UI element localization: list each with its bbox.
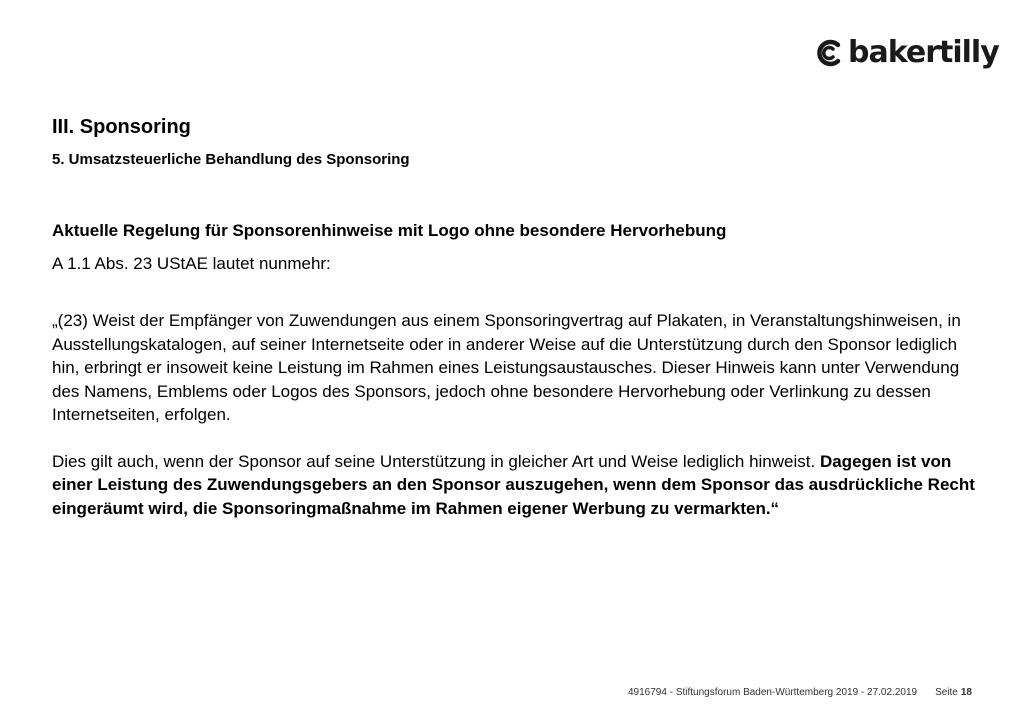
quote-paragraph-2 <box>52 450 982 521</box>
legal-quote <box>52 309 982 520</box>
quote-paragraph-2-bold: Dagegen ist von einer Leistung des Zuwendungsgebers an den Sponsor auszugehen, wenn dem Sponsor das ausdrückliche Recht eingeräumt wird, die Sponsoringmaßnahme im Rahmen eigener Werbung zu vermarkten.“ <box>52 451 975 518</box>
quote-paragraph-2-regular: Dies gilt auch, wenn der Sponsor auf seine Unterstützung in gleicher Art und Weise lediglich hinweist. <box>52 451 816 471</box>
bakertilly-logo-mark-icon <box>814 38 844 68</box>
footer-text: 4916794 - Stiftungsforum Baden-Württemberg 2019 - 27.02.2019 <box>628 687 918 698</box>
logo-wordmark: bakertilly <box>848 35 999 70</box>
bakertilly-logo <box>814 30 999 76</box>
quote-paragraph-1: „(23) Weist der Empfänger von Zuwendungen aus einem Sponsoringvertrag auf Plakaten, in Veranstaltungshinweisen, in Ausstellungskatalogen, auf seiner Internetseite oder in anderer Weise auf die Unterstützung durch den Sponsor lediglich hin, erbringt er insoweit keine Leistung im Rahmen eines Leistungsaustausches. Dieser Hinweis kann unter Verwendung des Namens, Emblems oder Logos des Sponsors, jedoch ohne besondere Hervorhebung oder Verlinkung zu dessen Internetseiten, erfolgen. <box>52 311 961 424</box>
page-footer <box>628 686 972 700</box>
section-subtitle: 5. Umsatzsteuerliche Behandlung des Sponsoring <box>52 151 410 168</box>
page-label: Seite <box>935 687 958 698</box>
content-heading: Aktuelle Regelung für Sponsorenhinweise mit Logo ohne besondere Hervorhebung <box>52 221 727 240</box>
section-title: III. Sponsoring <box>52 116 191 138</box>
intro-text: A 1.1 Abs. 23 UStAE lautet nunmehr: <box>52 254 331 273</box>
page-number: 18 <box>960 687 972 698</box>
